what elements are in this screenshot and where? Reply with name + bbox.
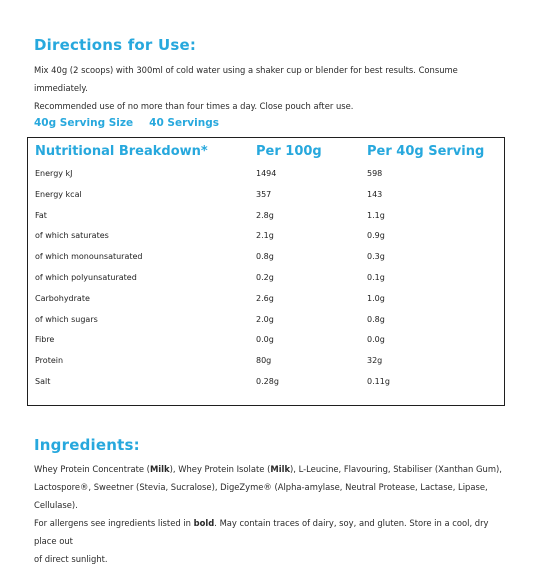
per-100g-value: 2.0g [256, 314, 274, 324]
nutrient-name: Carbohydrate [35, 293, 90, 303]
ingredients-line-2: Lactospore®, Sweetner (Stevia, Sucralose), DigeZyme® (Alpha-amylase, Neutral Protease, Lactase, Lipase, Cellulase). [34, 482, 488, 510]
per-serving-value: 0.8g [367, 314, 385, 324]
nutrient-name: of which polyunsaturated [35, 273, 137, 282]
ingredients-heading: Ingredients: [34, 436, 140, 454]
ingredients-text-part: ), L-Leucine, Flavouring, Stabiliser (Xanthan Gum), [290, 464, 502, 474]
per-100g-value: 80g [256, 356, 272, 366]
per-serving-value: 1.1g [367, 210, 385, 220]
per-100g-value: 2.1g [256, 231, 274, 241]
nutrient-name: of which sugars [35, 314, 98, 324]
nutrition-row [28, 252, 504, 268]
allergen-milk: Milk [149, 464, 170, 474]
nutrient-name: Protein [35, 356, 64, 366]
per-100g-value: 0.28g [256, 377, 279, 386]
per-100g-value: 2.6g [256, 293, 274, 303]
nutrition-row [28, 169, 504, 185]
nutrition-row [28, 211, 504, 227]
directions-heading: Directions for Use: [34, 36, 197, 54]
per-100g-value: 0.0g [256, 335, 274, 345]
per-serving-value: 0.0g [367, 335, 385, 345]
nutrition-row [28, 273, 504, 289]
per-100g-value: 357 [256, 189, 272, 199]
nutrition-row [28, 190, 504, 206]
ingredients-text-part: Whey Protein Concentrate ( [34, 464, 150, 474]
nutrition-header-per-serving: Per 40g Serving [367, 144, 485, 159]
nutrition-row [28, 335, 504, 351]
nutrition-row [28, 356, 504, 372]
nutrient-name: Salt [35, 377, 51, 386]
nutrient-name: Fibre [35, 335, 55, 345]
per-serving-value: 0.3g [367, 252, 385, 262]
per-serving-value: 598 [367, 169, 383, 178]
nutrition-row [28, 377, 504, 393]
nutrition-header-per-100g: Per 100g [256, 144, 322, 159]
per-serving-value: 143 [367, 189, 383, 199]
directions-line-2: Recommended use of no more than four times a day. Close pouch after use. [34, 101, 354, 111]
per-100g-value: 1494 [256, 169, 277, 178]
nutrition-table [27, 137, 505, 406]
per-serving-value: 0.1g [367, 273, 385, 282]
directions-text [34, 61, 504, 115]
directions-line-1: Mix 40g (2 scoops) with 300ml of cold water using a shaker cup or blender for best results. Consume immediately. [34, 65, 458, 93]
ingredients-text [34, 460, 504, 568]
storage-note: of direct sunlight. [34, 554, 108, 564]
per-100g-value: 0.8g [256, 252, 274, 262]
nutrition-row [28, 315, 504, 331]
serving-count: 40 Servings [149, 117, 219, 129]
ingredients-text-part: ), Whey Protein Isolate ( [169, 464, 271, 474]
nutrition-row [28, 294, 504, 310]
per-100g-value: 0.2g [256, 273, 274, 282]
per-serving-value: 0.9g [367, 231, 385, 241]
allergen-note-part: . May contain traces of dairy, soy, and gluten. Store in a cool, dry place out [34, 518, 489, 546]
nutrient-name: of which saturates [35, 231, 109, 241]
allergen-note-bold: bold [193, 518, 215, 528]
per-serving-value: 1.0g [367, 293, 385, 303]
nutrition-row [28, 231, 504, 247]
nutrient-name: Fat [35, 210, 47, 220]
nutrient-name: Energy kcal [35, 189, 82, 199]
nutrition-header-nutrient: Nutritional Breakdown* [35, 144, 208, 159]
nutrient-name: Energy kJ [35, 169, 73, 178]
nutrient-name: of which monounsaturated [35, 252, 143, 262]
per-serving-value: 0.11g [367, 377, 390, 386]
per-serving-value: 32g [367, 356, 383, 366]
allergen-milk: Milk [270, 464, 291, 474]
per-100g-value: 2.8g [256, 210, 274, 220]
allergen-note-part: For allergens see ingredients listed in [34, 518, 194, 528]
serving-info [34, 117, 219, 129]
serving-size: 40g Serving Size [34, 117, 134, 129]
